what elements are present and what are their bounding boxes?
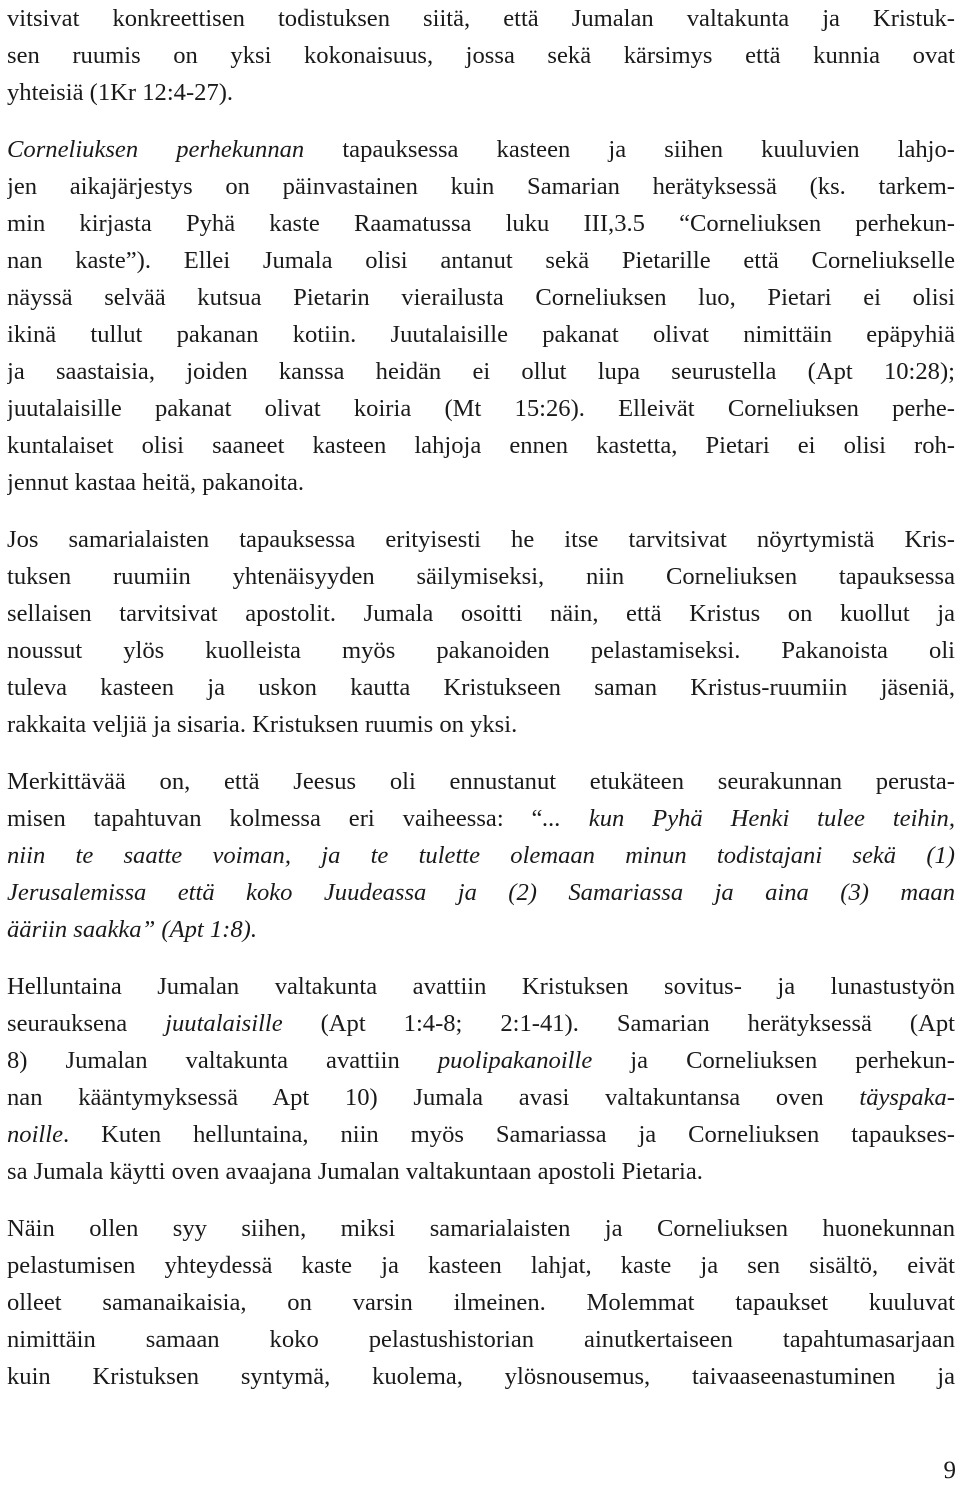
text-line	[7, 168, 955, 205]
text-line	[7, 279, 955, 316]
text-line	[7, 595, 955, 632]
text-segment: ja Corneliuksen perhekun-	[592, 1047, 955, 1074]
italic-text: ääriin saakka” (Apt 1:8).	[7, 916, 258, 943]
text-segment: noussut ylös kuolleista myös pakanoiden pelastamiseksi. Pakanoista oli	[7, 637, 955, 664]
text-segment: tuleva kasteen ja uskon kautta Kristukseen saman Kristus-ruumiin jäseniä,	[7, 674, 955, 701]
text-segment: Merkittävää on, että Jeesus oli ennustanut etukäteen seurakunnan perusta-	[7, 768, 955, 795]
text-line	[7, 1116, 955, 1153]
text-segment: ikinä tullut pakanan kotiin. Juutalaisille pakanat olivat nimittäin epäpyhiä	[7, 321, 955, 348]
text-line	[7, 74, 955, 111]
text-line	[7, 1358, 955, 1395]
paragraph	[7, 521, 955, 743]
text-line	[7, 37, 955, 74]
italic-text: niin te saatte voiman, ja te tulette olemaan minun todistajani sekä (1)	[7, 842, 955, 869]
paragraph-gap	[7, 111, 955, 131]
text-segment: jen aikajärjestys on päinvastainen kuin Samarian herätyksessä (ks. tarkem-	[7, 173, 955, 200]
text-segment: nan kaste”). Ellei Jumala olisi antanut sekä Pietarille että Corneliukselle	[7, 247, 955, 274]
text-segment: kuin Kristuksen syntymä, kuolema, ylösnousemus, taivaaseenastuminen ja	[7, 1363, 955, 1390]
italic-text: ... kun Pyhä Henki tulee teihin,	[542, 805, 955, 832]
text-segment: sen ruumis on yksi kokonaisuus, jossa sekä kärsimys että kunnia ovat	[7, 42, 955, 69]
text-line	[7, 390, 955, 427]
paragraph	[7, 968, 955, 1190]
text-segment: kuntalaiset olisi saaneet kasteen lahjoja ennen kastetta, Pietari ei olisi roh-	[7, 432, 955, 459]
text-segment: tuksen ruumiin yhtenäisyyden säilymiseksi, niin Corneliuksen tapauksessa	[7, 563, 955, 590]
text-line	[7, 1321, 955, 1358]
text-segment: . Kuten helluntaina, niin myös Samariassa ja Corneliuksen tapaukses-	[63, 1121, 955, 1148]
text-segment: sellaisen tarvitsivat apostolit. Jumala osoitti näin, että Kristus on kuollut ja	[7, 600, 955, 627]
paragraph-gap	[7, 1190, 955, 1210]
text-segment: misen tapahtuvan kolmessa eri vaiheessa: “	[7, 805, 543, 832]
text-line	[7, 706, 955, 743]
text-line	[7, 521, 955, 558]
text-line	[7, 800, 955, 837]
text-line	[7, 464, 955, 501]
text-line	[7, 242, 955, 279]
text-segment: pelastumisen yhteydessä kaste ja kasteen lahjat, kaste ja sen sisältö, eivät	[7, 1252, 955, 1279]
text-line	[7, 632, 955, 669]
italic-text: juutalaisille	[165, 1010, 283, 1037]
text-segment: olleet samanaikaisia, on varsin ilmeinen. Molemmat tapaukset kuuluvat	[7, 1289, 955, 1316]
text-line	[7, 316, 955, 353]
body-text	[7, 0, 955, 1395]
text-segment: juutalaisille pakanat olivat koiria (Mt 15:26). Elleivät Corneliuksen perhe-	[7, 395, 955, 422]
text-line	[7, 1210, 955, 1247]
text-segment: seurauksena	[7, 1010, 166, 1037]
paragraph-gap	[7, 501, 955, 521]
text-segment: rakkaita veljiä ja sisaria. Kristuksen ruumis on yksi.	[7, 711, 518, 738]
text-line	[7, 837, 955, 874]
text-segment: Näin ollen syy siihen, miksi samarialaisten ja Corneliuksen huonekunnan	[7, 1215, 955, 1242]
italic-text: Corneliuksen perhekunnan	[7, 136, 305, 163]
italic-text: Jerusalemissa että koko Juudeassa ja (2) Samariassa ja aina (3) maan	[7, 879, 955, 906]
paragraph	[7, 1210, 955, 1395]
text-segment: sa Jumala käytti oven avaajana Jumalan valtakuntaan apostoli Pietaria.	[7, 1158, 703, 1185]
text-segment: min kirjasta Pyhä kaste Raamatussa luku III,3.5 “Corneliuksen perhekun-	[7, 210, 955, 237]
text-segment: yhteisiä (1Kr 12:4-27).	[7, 79, 234, 106]
text-segment: vitsivat konkreettisen todistuksen siitä, että Jumalan valtakunta ja Kristuk-	[7, 5, 955, 32]
text-line	[7, 874, 955, 911]
text-line	[7, 1079, 955, 1116]
document-page	[7, 0, 955, 1395]
text-line	[7, 911, 955, 948]
italic-text: täyspaka-	[859, 1084, 955, 1111]
text-segment: jennut kastaa heitä, pakanoita.	[7, 469, 305, 496]
text-line	[7, 968, 955, 1005]
text-line	[7, 763, 955, 800]
text-line	[7, 353, 955, 390]
italic-text: puolipakanoille	[437, 1047, 593, 1074]
paragraph	[7, 763, 955, 948]
text-line	[7, 558, 955, 595]
text-line	[7, 1153, 955, 1190]
text-line	[7, 427, 955, 464]
text-segment: (Apt 1:4-8; 2:1-41). Samarian herätyksessä (Apt	[282, 1010, 955, 1037]
text-line	[7, 669, 955, 706]
text-segment: Helluntaina Jumalan valtakunta avattiin Kristuksen sovitus- ja lunastustyön	[7, 973, 955, 1000]
page-number: 9	[943, 1457, 956, 1484]
text-segment: Jos samarialaisten tapauksessa erityisesti he itse tarvitsivat nöyrtymistä Kris-	[7, 526, 955, 553]
text-line	[7, 1284, 955, 1321]
text-line	[7, 1042, 955, 1079]
text-line	[7, 0, 955, 37]
paragraph	[7, 0, 955, 111]
paragraph	[7, 131, 955, 501]
text-segment: tapauksessa kasteen ja siihen kuuluvien lahjo-	[304, 136, 955, 163]
text-segment: ja saastaisia, joiden kanssa heidän ei ollut lupa seurustella (Apt 10:28);	[7, 358, 955, 385]
text-line	[7, 131, 955, 168]
text-line	[7, 1005, 955, 1042]
paragraph-gap	[7, 743, 955, 763]
text-segment: nimittäin samaan koko pelastushistorian ainutkertaiseen tapahtumasarjaan	[7, 1326, 955, 1353]
text-line	[7, 205, 955, 242]
text-line	[7, 1247, 955, 1284]
italic-text: noille	[7, 1121, 64, 1148]
text-segment: nan kääntymyksessä Apt 10) Jumala avasi valtakuntansa oven	[7, 1084, 860, 1111]
text-segment: 8) Jumalan valtakunta avattiin	[7, 1047, 438, 1074]
paragraph-gap	[7, 948, 955, 968]
text-segment: näyssä selvää kutsua Pietarin vierailusta Corneliuksen luo, Pietari ei olisi	[7, 284, 955, 311]
